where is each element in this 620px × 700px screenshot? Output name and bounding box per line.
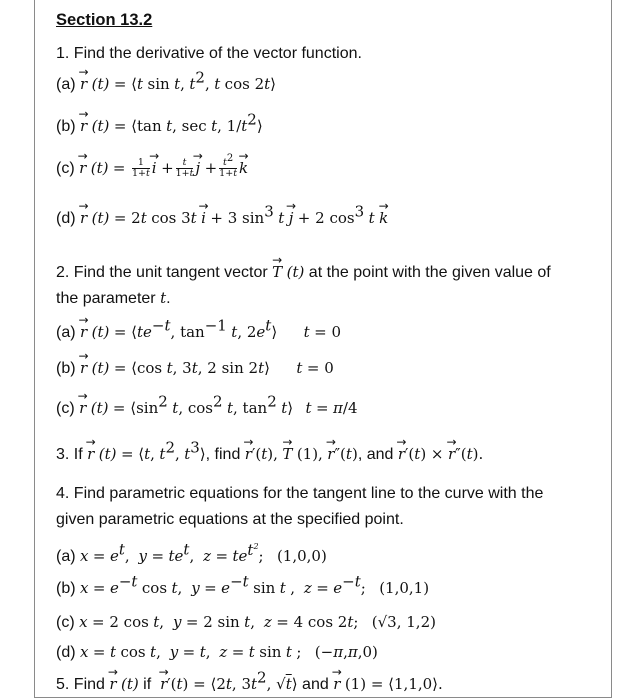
- problem-2b: (b) → r (t) = ⟨cos t, 3t, 2 sin 2t⟩ t = 0: [56, 358, 334, 379]
- problem-2a: (a) → r $(t) = ⟨te^{-t}$, $\tan^{-1} t$, $2e^t⟩$ t = 0: [56, 322, 341, 343]
- problem-3: 3. If → r (t) = ⟨t, $t^2$, $t^3⟩$, find → r′(t), → T (1), → r″(t), and → r′(t) × → r″(t).: [56, 444, 483, 465]
- problem-4d: (d) x = t cos t, y = t, z = t sin t ; (−π,π,0): [56, 643, 378, 661]
- problem-1a-label: (a): [56, 76, 80, 93]
- problem-4a: (a) $x = e^t$, $y = te^t$, $z = te^{t^2}$; (1,0,0): [56, 540, 327, 565]
- problem-4c: (c) x = 2 cos t, y = 2 sin t, z = 4 cos 2t; (√3, 1,2): [56, 613, 436, 631]
- problem-4-prompt-cont: given parametric equations at the specified point.: [56, 511, 404, 528]
- problem-5: 5. Find → r (t) if → r′(t) = ⟨2t, $3t^2$, √t⟩ and → r (1) = ⟨1,1,0⟩.: [56, 674, 443, 695]
- problem-2c: (c) → r $(t) = ⟨\sin^2$ t, $\cos^2 t$, $\tan^2$ t⟩ t = π/4: [56, 398, 358, 419]
- problem-2-prompt-cont: the parameter t.: [56, 289, 171, 307]
- problem-1c: (c) → r (t) = $\frac{1}{1+t}$ → i + $\frac{t}{1+t}$ → j + $\frac{t^2}{1+t}$ → k: [56, 158, 248, 179]
- problem-1-prompt: 1. Find the derivative of the vector function.: [56, 45, 362, 62]
- section-title: Section 13.2: [56, 11, 153, 29]
- problem-2-prompt: 2. Find the unit tangent vector → T (t) at the point with the given value of: [56, 262, 551, 283]
- problem-1a: (a) → r (t) = ⟨t sin t, $t^2$, t cos 2t⟩: [56, 74, 276, 95]
- problem-4-prompt: 4. Find parametric equations for the tangent line to the curve with the: [56, 485, 544, 502]
- problem-1b: (b) → r (t) = ⟨tan t, sec t, $1/t^2⟩$: [56, 116, 263, 137]
- problem-1d: (d) → r (t) = 2t cos 3t → i + 3 $\sin^3 t \to j + 2$ $\cos^3 t \to k$: [56, 208, 388, 229]
- problem-4b: (b) $x = e^{-t}$ cos t, $y = e^{-t}$ sin t , $z = e^{-t}$; (1,0,1): [56, 572, 430, 597]
